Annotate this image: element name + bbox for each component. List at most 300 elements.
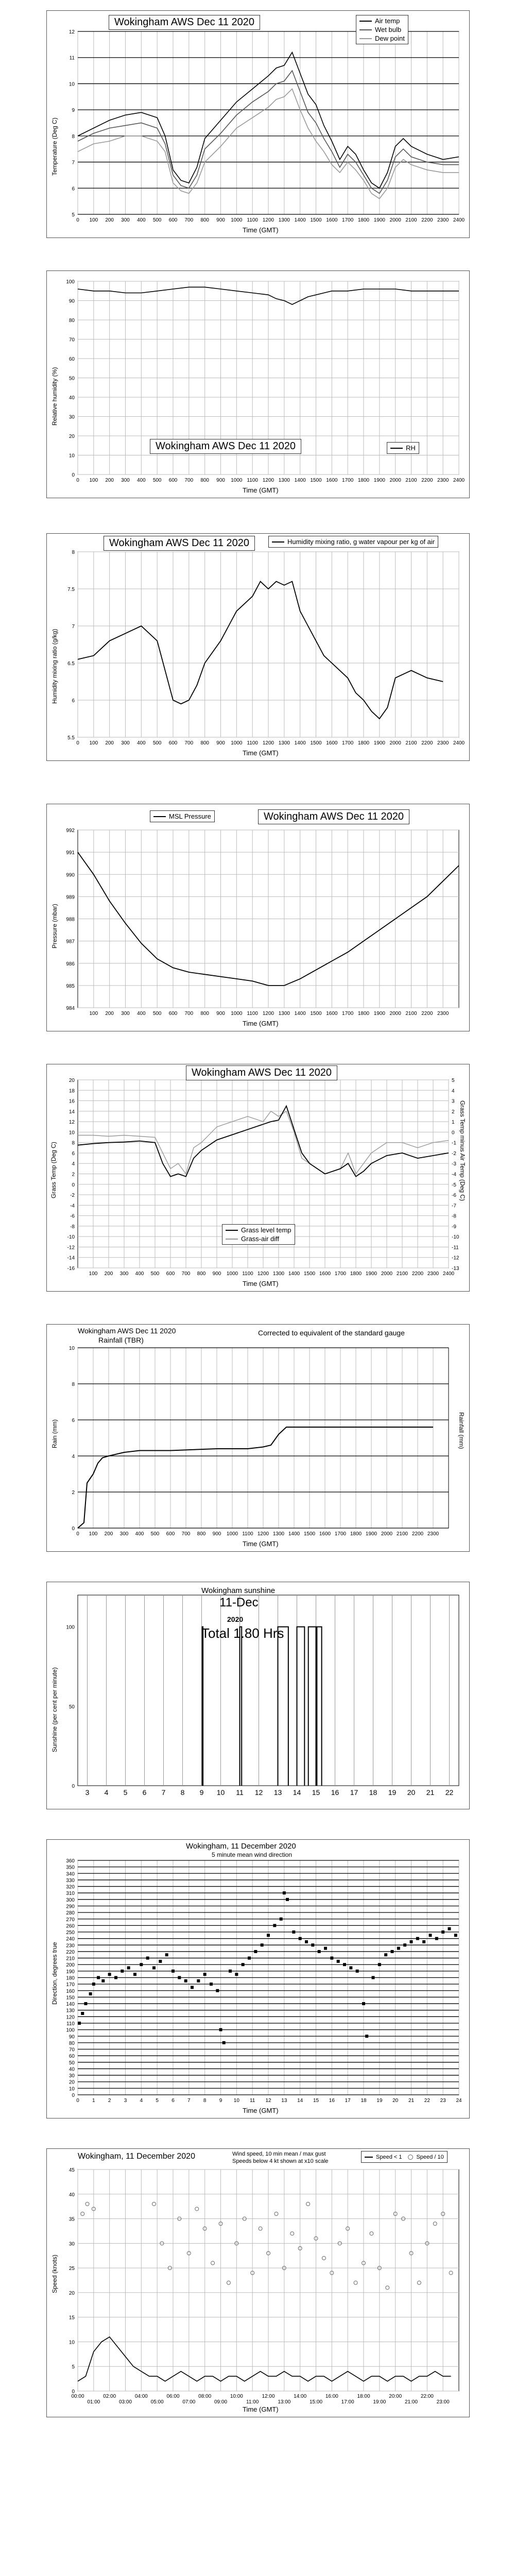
rain-chart-title: Wokingham AWS Dec 11 2020 [78, 1327, 176, 1335]
pressure-y-tick-label: 991 [66, 850, 75, 856]
wind-direction-point [267, 1934, 270, 1937]
rh-y-tick-label: 20 [68, 434, 75, 439]
hmr-x-tick-label: 1900 [373, 740, 385, 746]
pressure-x-tick-label: 1600 [326, 1011, 338, 1016]
grass-y2-tick-label: -5 [452, 1182, 456, 1188]
rain-x-tick-label: 2000 [381, 1531, 393, 1537]
rh-x-tick-label: 700 [184, 478, 194, 483]
pressure-legend [150, 810, 215, 822]
wspd-y-tick-label: 0 [72, 2389, 75, 2395]
wdir-y-tick-label: 220 [66, 1949, 75, 1955]
sun-x-tick-label: 16 [331, 1788, 339, 1797]
rh-x-tick-label: 300 [121, 478, 130, 483]
wspd-x-tick-label: 02:00 [103, 2394, 116, 2399]
wspd-x-tick-label: 11:00 [246, 2399, 259, 2405]
wspd-y-tick-label: 40 [68, 2192, 75, 2198]
grass-x-tick-label: 400 [135, 1271, 144, 1277]
sun-x-tick-label: 14 [293, 1788, 301, 1797]
wind-direction-point [178, 1976, 181, 1979]
rh-x-tick-label: 900 [216, 478, 225, 483]
rh-x-tick-label: 1300 [278, 478, 290, 483]
rh-y-tick-label: 60 [68, 357, 75, 362]
wdir-x-tick-label: 14 [297, 2098, 303, 2104]
wind-direction-point [97, 1976, 100, 1979]
grass-x-tick-label: 2400 [442, 1271, 455, 1277]
pressure-x-tick-label: 1400 [294, 1011, 306, 1016]
grass-x-tick-label: 600 [166, 1271, 175, 1277]
legend-mixing-ratio: Humidity mixing ratio, g water vapour per kg of air [287, 538, 435, 546]
mixing-ratio-y-axis-label: Humidity mixing ratio (g/kg) [51, 629, 58, 704]
grass-y2-tick-label: -10 [452, 1234, 459, 1241]
grass-y-tick-label: 12 [68, 1120, 75, 1126]
pressure-x-tick-label: 1300 [278, 1011, 290, 1016]
wind-direction-point [273, 1924, 276, 1927]
grass-chart-panel [46, 1064, 470, 1292]
wdir-y-tick-label: 150 [66, 1995, 75, 2001]
pressure-x-tick-label: 1500 [310, 1011, 322, 1016]
grass-y2-tick-label: 1 [452, 1120, 455, 1126]
grass-y-tick-label: -2 [70, 1193, 75, 1199]
wspd-y-tick-label: 25 [68, 2266, 75, 2272]
grass-y2-tick-label: -7 [452, 1203, 456, 1209]
rh-x-tick-label: 200 [105, 478, 114, 483]
wind-direction-y-axis-label: Direction, degrees true [51, 1942, 58, 2005]
hmr-x-tick-label: 400 [136, 740, 146, 746]
wdir-x-tick-label: 5 [156, 2098, 159, 2104]
wdir-x-tick-label: 7 [187, 2098, 191, 2104]
wind-direction-point [235, 1973, 238, 1976]
rh-y-tick-label: 70 [68, 337, 75, 343]
mixing-ratio-chart [47, 534, 469, 760]
wdir-y-tick-label: 320 [66, 1884, 75, 1890]
grass-x-tick-label: 2000 [381, 1271, 393, 1277]
grass-x-tick-label: 1000 [226, 1271, 238, 1277]
rain-x-tick-label: 1000 [226, 1531, 238, 1537]
pressure-x-tick-label: 900 [216, 1011, 225, 1016]
rh-x-tick-label: 1900 [373, 478, 385, 483]
wdir-y-tick-label: 360 [66, 1858, 75, 1864]
sun-plot-area [78, 1595, 459, 1786]
grass-y-tick-label: -10 [67, 1234, 75, 1241]
rh-y-tick-label: 30 [68, 414, 75, 420]
rh-x-tick-label: 1100 [247, 478, 258, 483]
temp-x-tick-label: 700 [184, 217, 194, 223]
temperature-y-axis-label: Temperature (Deg C) [51, 117, 58, 176]
wind-direction-point [203, 1973, 207, 1976]
grass-x-tick-label: 2200 [411, 1271, 424, 1277]
wind-direction-point [292, 1930, 295, 1934]
temp-y-tick-label: 6 [72, 186, 75, 192]
hmr-x-tick-label: 1700 [342, 740, 354, 746]
wdir-x-tick-label: 11 [249, 2098, 255, 2104]
grass-y-tick-label: 6 [72, 1150, 75, 1157]
hmr-x-tick-label: 1300 [278, 740, 290, 746]
wdir-y-tick-label: 300 [66, 1897, 75, 1903]
sun-x-tick-label: 13 [273, 1788, 282, 1797]
wind-direction-title: Wokingham, 11 December 2020 [186, 1842, 296, 1851]
wdir-x-tick-label: 13 [281, 2098, 287, 2104]
wdir-y-tick-label: 80 [68, 2040, 75, 2046]
sun-y-tick-label: 100 [66, 1624, 75, 1631]
grass-y-tick-label: 20 [68, 1078, 75, 1083]
legend-grass-air-diff: Grass-air diff [241, 1235, 280, 1243]
grass-y2-tick-label: -4 [452, 1172, 456, 1178]
rh-x-tick-label: 1700 [342, 478, 354, 483]
rh-y-tick-label: 0 [72, 472, 75, 478]
wdir-y-tick-label: 10 [68, 2086, 75, 2092]
grass-y-tick-label: -6 [70, 1213, 75, 1219]
rain-x-tick-label: 100 [89, 1531, 98, 1537]
hmr-x-tick-label: 1400 [294, 740, 306, 746]
wind-direction-point [184, 1979, 187, 1982]
grass-y-tick-label: -16 [67, 1266, 75, 1272]
wind-direction-point [78, 2022, 81, 2025]
rh-y-tick-label: 90 [68, 298, 75, 304]
temp-x-tick-label: 800 [200, 217, 210, 223]
wspd-x-tick-label: 09:00 [214, 2399, 228, 2405]
grass-y-tick-label: 14 [68, 1109, 75, 1115]
wind-direction-point [84, 2002, 87, 2005]
rh-x-tick-label: 2300 [437, 478, 449, 483]
temp-x-tick-label: 200 [105, 217, 114, 223]
wind-direction-point [165, 1953, 168, 1956]
legend-grass-temp: Grass level temp [241, 1226, 291, 1234]
wspd-x-tick-label: 17:00 [341, 2399, 354, 2405]
pressure-chart [47, 804, 469, 1031]
wind-direction-point [280, 1918, 283, 1921]
sunshine-total: Total 1.80 Hrs [201, 1625, 284, 1641]
wspd-x-tick-label: 14:00 [294, 2394, 307, 2399]
rh-x-tick-label: 500 [152, 478, 162, 483]
wspd-x-tick-label: 07:00 [182, 2399, 196, 2405]
temp-x-tick-label: 1600 [326, 217, 338, 223]
grass-y2-axis-label: Grass Temp minus Air Temp (Deg C) [459, 1100, 466, 1201]
temp-x-tick-label: 1400 [294, 217, 306, 223]
temperature-chart [47, 11, 469, 238]
sun-x-tick-label: 7 [161, 1788, 166, 1797]
grass-y2-tick-label: 4 [452, 1088, 455, 1094]
wdir-y-tick-label: 260 [66, 1923, 75, 1929]
pressure-x-tick-label: 600 [168, 1011, 178, 1016]
temp-x-tick-label: 1500 [310, 217, 322, 223]
rain-y2-axis-label: Rainfall (mm) [458, 1412, 465, 1449]
sunshine-chart-panel [46, 1582, 470, 1809]
temp-x-tick-label: 100 [89, 217, 98, 223]
legend-air-temp: Air temp [375, 17, 400, 25]
rain-chart-panel [46, 1324, 470, 1552]
pressure-x-tick-label: 300 [121, 1011, 130, 1016]
wind-speed-legend [361, 2151, 448, 2163]
wdir-x-tick-label: 2 [108, 2098, 111, 2104]
wdir-y-tick-label: 340 [66, 1871, 75, 1877]
wind-direction-point [403, 1943, 406, 1946]
wind-direction-point [356, 1970, 359, 1973]
temp-y-tick-label: 11 [69, 55, 75, 61]
wind-direction-point [242, 1963, 245, 1966]
wdir-x-tick-label: 17 [345, 2098, 351, 2104]
grass-x-tick-label: 1300 [272, 1271, 285, 1277]
grass-x-axis-label: Time (GMT) [243, 1280, 279, 1287]
wspd-x-tick-label: 13:00 [278, 2399, 291, 2405]
rh-x-tick-label: 1200 [262, 478, 274, 483]
hmr-x-tick-label: 0 [76, 740, 79, 746]
rain-x-tick-label: 2100 [396, 1531, 408, 1537]
grass-y-tick-label: 2 [72, 1172, 75, 1178]
wdir-y-tick-label: 70 [68, 2047, 75, 2053]
wind-direction-point [429, 1934, 432, 1937]
wind-direction-point [89, 1992, 92, 1995]
humidity-y-axis-label: Relative humidity (%) [51, 367, 58, 426]
mixing-ratio-chart-panel [46, 533, 470, 761]
sunshine-chart-title: Wokingham sunshine [201, 1586, 276, 1595]
wind-direction-point [81, 2012, 84, 2015]
grass-x-tick-label: 100 [89, 1271, 98, 1277]
wdir-x-tick-label: 0 [76, 2098, 79, 2104]
sun-y-tick-label: 0 [72, 1784, 75, 1789]
wdir-x-tick-label: 15 [313, 2098, 319, 2104]
sun-x-tick-label: 21 [426, 1788, 435, 1797]
wind-direction-point [127, 1967, 130, 1970]
wdir-y-tick-label: 100 [66, 2027, 75, 2033]
rh-y-tick-label: 10 [68, 453, 75, 459]
rain-chart [47, 1325, 469, 1551]
sun-y-tick-label: 50 [68, 1704, 75, 1710]
wind-direction-point [422, 1940, 425, 1943]
rain-y-tick-label: 8 [72, 1382, 75, 1387]
wdir-x-tick-label: 6 [171, 2098, 175, 2104]
grass-x-tick-label: 1700 [334, 1271, 347, 1277]
temp-x-tick-label: 300 [121, 217, 130, 223]
hmr-x-tick-label: 2300 [437, 740, 449, 746]
hmr-y-tick-label: 7 [72, 624, 75, 630]
sun-x-tick-label: 6 [142, 1788, 147, 1797]
pressure-x-tick-label: 200 [105, 1011, 114, 1016]
wspd-x-tick-label: 08:00 [198, 2394, 212, 2399]
temp-x-tick-label: 0 [76, 217, 79, 223]
humidity-legend [387, 442, 419, 454]
sun-x-tick-label: 19 [388, 1788, 397, 1797]
wdir-y-tick-label: 30 [68, 2073, 75, 2079]
grass-x-tick-label: 1200 [257, 1271, 269, 1277]
wind-direction-point [318, 1950, 321, 1953]
hmr-x-tick-label: 1000 [231, 740, 243, 746]
wind-direction-x-axis-label: Time (GMT) [243, 2107, 279, 2114]
rain-chart-subtitle: Rainfall (TBR) [98, 1336, 144, 1344]
hmr-x-tick-label: 100 [89, 740, 98, 746]
grass-y2-tick-label: 5 [452, 1078, 455, 1083]
hmr-x-tick-label: 2000 [389, 740, 401, 746]
sun-x-tick-label: 20 [407, 1788, 416, 1797]
wspd-x-tick-label: 19:00 [373, 2399, 386, 2405]
wind-direction-point [229, 1970, 232, 1973]
wspd-y-tick-label: 20 [68, 2290, 75, 2296]
wspd-y-tick-label: 10 [68, 2340, 75, 2346]
wind-direction-point [210, 1982, 213, 1986]
legend-speed-lt1: Speed < 1 [376, 2154, 402, 2160]
wspd-x-tick-label: 03:00 [118, 2399, 132, 2405]
temp-x-tick-label: 600 [168, 217, 178, 223]
rain-x-tick-label: 200 [104, 1531, 113, 1537]
wind-direction-point [330, 1957, 333, 1960]
pressure-x-tick-label: 100 [89, 1011, 98, 1016]
hmr-y-tick-label: 6 [72, 698, 75, 704]
wind-direction-point [410, 1940, 413, 1943]
wind-direction-point [378, 1963, 381, 1966]
pressure-x-tick-label: 1800 [357, 1011, 370, 1016]
wind-direction-point [349, 1967, 352, 1970]
rain-x-tick-label: 2300 [427, 1531, 439, 1537]
temperature-chart-panel [46, 10, 470, 238]
wind-direction-point [441, 1930, 444, 1934]
mixing-ratio-x-axis-label: Time (GMT) [243, 749, 279, 757]
grass-chart [47, 1064, 469, 1291]
humidity-x-axis-label: Time (GMT) [243, 486, 279, 494]
grass-y2-tick-label: 0 [452, 1130, 455, 1136]
wdir-x-tick-label: 4 [140, 2098, 143, 2104]
wind-direction-point [448, 1927, 451, 1930]
grass-y-tick-label: 18 [68, 1088, 75, 1094]
temp-x-tick-label: 1100 [247, 217, 258, 223]
sun-x-tick-label: 3 [85, 1788, 90, 1797]
pressure-y-tick-label: 989 [66, 894, 75, 901]
temp-x-tick-label: 1800 [357, 217, 370, 223]
temp-x-tick-label: 400 [136, 217, 146, 223]
wdir-y-tick-label: 50 [68, 2060, 75, 2066]
wind-direction-point [324, 1947, 327, 1950]
rh-x-tick-label: 800 [200, 478, 210, 483]
grass-y-tick-label: -12 [67, 1245, 75, 1251]
temperature-chart-title: Wokingham AWS Dec 11 2020 [109, 15, 260, 30]
pressure-x-tick-label: 2100 [405, 1011, 417, 1016]
wdir-x-tick-label: 18 [360, 2098, 367, 2104]
grass-y-tick-label: 4 [72, 1161, 75, 1167]
wdir-y-tick-label: 140 [66, 2002, 75, 2008]
wind-direction-point [283, 1891, 286, 1894]
rh-x-tick-label: 1800 [357, 478, 370, 483]
rain-chart-note: Corrected to equivalent of the standard gauge [258, 1329, 405, 1337]
wspd-x-tick-label: 23:00 [436, 2399, 450, 2405]
wdir-x-tick-label: 22 [424, 2098, 430, 2104]
sunshine-y-axis-label: Sunshine (per cent per minute) [51, 1667, 58, 1752]
grass-y-axis-label: Grass Temp (Deg C) [50, 1142, 57, 1198]
wind-speed-chart [47, 2149, 469, 2417]
wspd-x-tick-label: 15:00 [309, 2399, 323, 2405]
rain-x-tick-label: 1200 [257, 1531, 269, 1537]
temp-x-tick-label: 2100 [405, 217, 417, 223]
wind-direction-point [222, 2041, 226, 2044]
wdir-y-tick-label: 130 [66, 2008, 75, 2014]
wdir-y-tick-label: 180 [66, 1975, 75, 1981]
hmr-x-tick-label: 1600 [326, 740, 338, 746]
pressure-y-tick-label: 986 [66, 961, 75, 967]
hmr-x-tick-label: 1800 [357, 740, 370, 746]
grass-x-tick-label: 1400 [288, 1271, 300, 1277]
wind-direction-point [248, 1957, 251, 1960]
wind-direction-point [372, 1976, 375, 1979]
rain-y-tick-label: 6 [72, 1418, 75, 1423]
wdir-y-tick-label: 0 [72, 2093, 75, 2098]
hmr-x-tick-label: 300 [121, 740, 130, 746]
legend-rh: RH [406, 444, 416, 452]
rain-y-tick-label: 10 [68, 1346, 75, 1351]
pressure-x-tick-label: 400 [136, 1011, 146, 1016]
wspd-x-tick-label: 12:00 [262, 2394, 275, 2399]
hmr-x-tick-label: 1500 [310, 740, 322, 746]
wind-direction-point [365, 2035, 368, 2038]
wspd-x-tick-label: 05:00 [150, 2399, 164, 2405]
pressure-x-tick-label: 2000 [389, 1011, 401, 1016]
grass-y2-tick-label: -6 [452, 1193, 456, 1199]
wind-direction-point [146, 1957, 149, 1960]
wind-direction-point [299, 1937, 302, 1940]
pressure-y-tick-label: 988 [66, 917, 75, 923]
grass-x-tick-label: 1800 [350, 1271, 362, 1277]
grass-x-tick-label: 2100 [396, 1271, 408, 1277]
wdir-y-tick-label: 230 [66, 1943, 75, 1949]
pressure-y-tick-label: 985 [66, 983, 75, 989]
wind-direction-point [219, 2028, 222, 2031]
wind-direction-point [140, 1963, 143, 1966]
pressure-x-tick-label: 1200 [262, 1011, 274, 1016]
wind-direction-point [337, 1960, 340, 1963]
wdir-y-tick-label: 60 [68, 2054, 75, 2060]
wind-direction-chart-panel [46, 1839, 470, 2119]
rain-x-tick-label: 0 [76, 1531, 79, 1537]
wspd-x-tick-label: 01:00 [87, 2399, 100, 2405]
rh-x-tick-label: 2200 [421, 478, 433, 483]
wdir-x-tick-label: 10 [233, 2098, 239, 2104]
wspd-x-tick-label: 20:00 [389, 2394, 402, 2399]
wind-direction-point [159, 1960, 162, 1963]
wspd-y-tick-label: 45 [68, 2167, 75, 2173]
wdir-y-tick-label: 20 [68, 2079, 75, 2086]
grass-y2-tick-label: 3 [452, 1098, 455, 1105]
grass-x-tick-label: 2300 [427, 1271, 439, 1277]
rain-x-tick-label: 1700 [334, 1531, 347, 1537]
hmr-y-tick-label: 8 [72, 550, 75, 555]
wspd-y-tick-label: 5 [72, 2364, 75, 2370]
grass-x-tick-label: 800 [197, 1271, 206, 1277]
grass-y2-tick-label: -12 [452, 1255, 459, 1261]
grass-chart-title: Wokingham AWS Dec 11 2020 [186, 1065, 337, 1080]
wdir-y-tick-label: 170 [66, 1982, 75, 1988]
grass-y-tick-label: -8 [70, 1224, 75, 1230]
hmr-x-tick-label: 1100 [247, 740, 258, 746]
rain-x-tick-label: 600 [166, 1531, 175, 1537]
wind-direction-subtitle: 5 minute mean wind direction [212, 1851, 293, 1858]
wind-direction-point [435, 1937, 438, 1940]
temp-y-tick-label: 10 [68, 81, 75, 88]
rh-x-tick-label: 1500 [310, 478, 322, 483]
sun-x-tick-label: 12 [254, 1788, 263, 1797]
grass-y2-tick-label: -13 [452, 1266, 459, 1272]
rain-x-tick-label: 1900 [365, 1531, 377, 1537]
wind-direction-point [362, 2002, 365, 2005]
rain-x-tick-label: 2200 [411, 1531, 424, 1537]
pressure-x-tick-label: 1000 [231, 1011, 243, 1016]
hmr-x-tick-label: 2200 [421, 740, 433, 746]
pressure-x-tick-label: 2300 [437, 1011, 449, 1016]
rain-y-tick-label: 0 [72, 1526, 75, 1532]
pressure-chart-panel [46, 804, 470, 1031]
rain-x-axis-label: Time (GMT) [243, 1540, 279, 1548]
hmr-y-tick-label: 7.5 [67, 587, 75, 592]
grass-y2-tick-label: -1 [452, 1140, 456, 1146]
wdir-y-tick-label: 160 [66, 1988, 75, 1994]
wind-direction-point [286, 1898, 289, 1901]
wspd-x-tick-label: 04:00 [134, 2394, 148, 2399]
wdir-y-tick-label: 250 [66, 1930, 75, 1936]
